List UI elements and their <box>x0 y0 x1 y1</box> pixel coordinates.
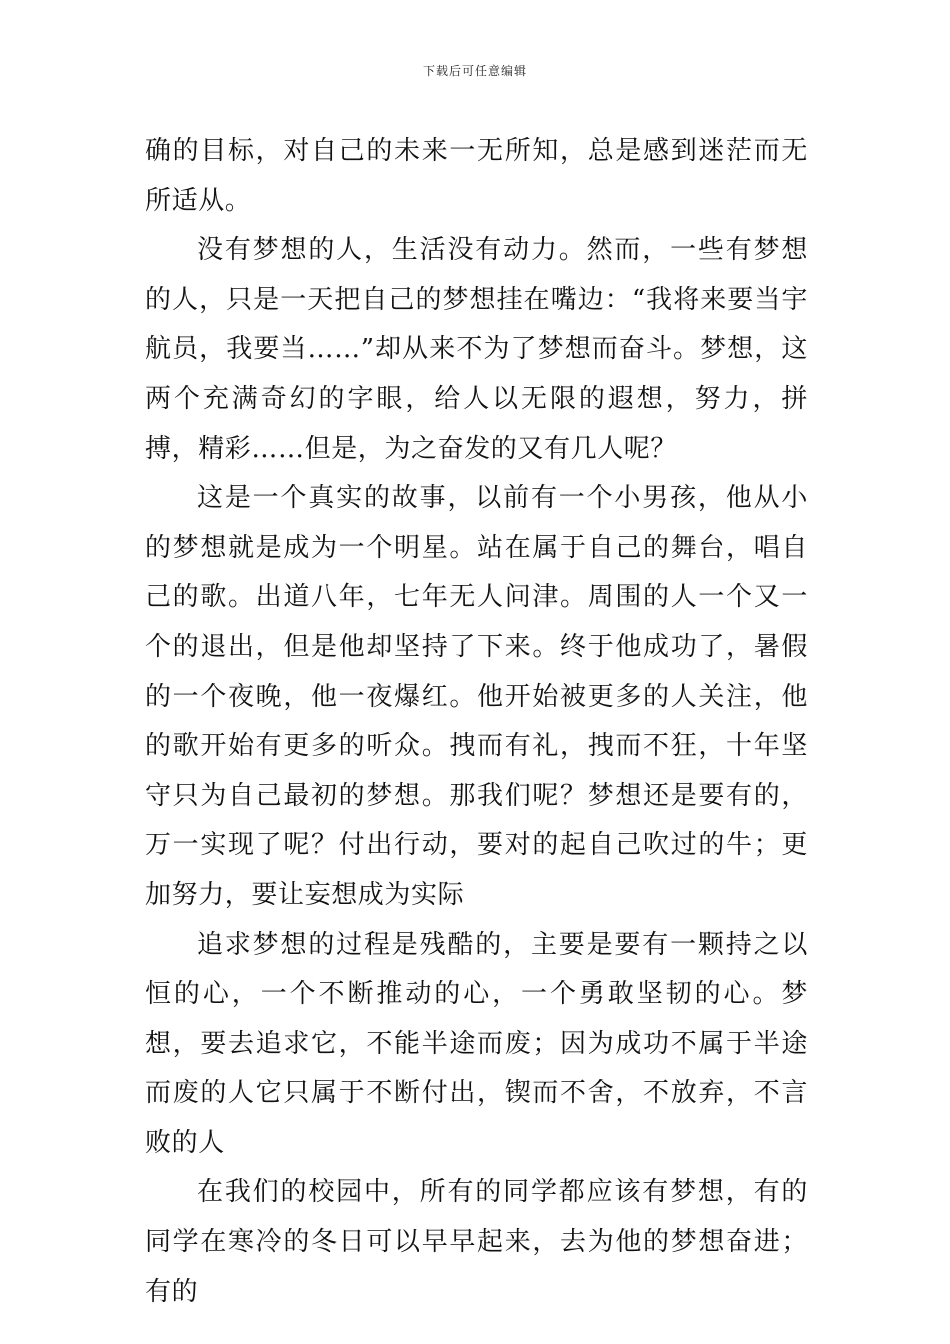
body-text <box>145 127 808 1317</box>
paragraph-4: 追求梦想的过程是残酷的，主要是要有一颗持之以恒的心，一个不断推动的心，一个勇敢坚韧的心。梦想，要去追求它，不能半途而废；因为成功不属于半途而废的人它只属于不断付出，锲而不舍，不放弃，不言败的人 <box>145 929 808 1158</box>
page-header: 下载后可任意编辑 <box>422 64 527 78</box>
paragraph-1: 确的目标，对自己的未来一无所知，总是感到迷茫而无所适从。 <box>145 136 808 216</box>
paragraph-2: 没有梦想的人，生活没有动力。然而，一些有梦想的人，只是一天把自己的梦想挂在嘴边：“我将来要当宇航员，我要当……”却从来不为了梦想而奋斗。梦想，这两个充满奇幻的字眼，给人以无限的遐想，努力，拼搏，精彩……但是，为之奋发的又有几人呢？ <box>145 235 808 464</box>
paragraph-3: 这是一个真实的故事，以前有一个小男孩，他从小的梦想就是成为一个明星。站在属于自己的舞台，唱自己的歌。出道八年，七年无人问津。周围的人一个又一个的退出，但是他却坚持了下来。终于他成功了，暑假的一个夜晚，他一夜爆红。他开始被更多的人关注，他的歌开始有更多的听众。拽而有礼，拽而不狂，十年坚守只为自己最初的梦想。那我们呢？梦想还是要有的，万一实现了呢？付出行动，要对的起自己吹过的牛；更加努力，要让妄想成为实际 <box>145 483 808 910</box>
paragraph-5: 在我们的校园中，所有的同学都应该有梦想，有的同学在寒冷的冬日可以早早起来，去为他的梦想奋进；有的 <box>145 1177 808 1307</box>
